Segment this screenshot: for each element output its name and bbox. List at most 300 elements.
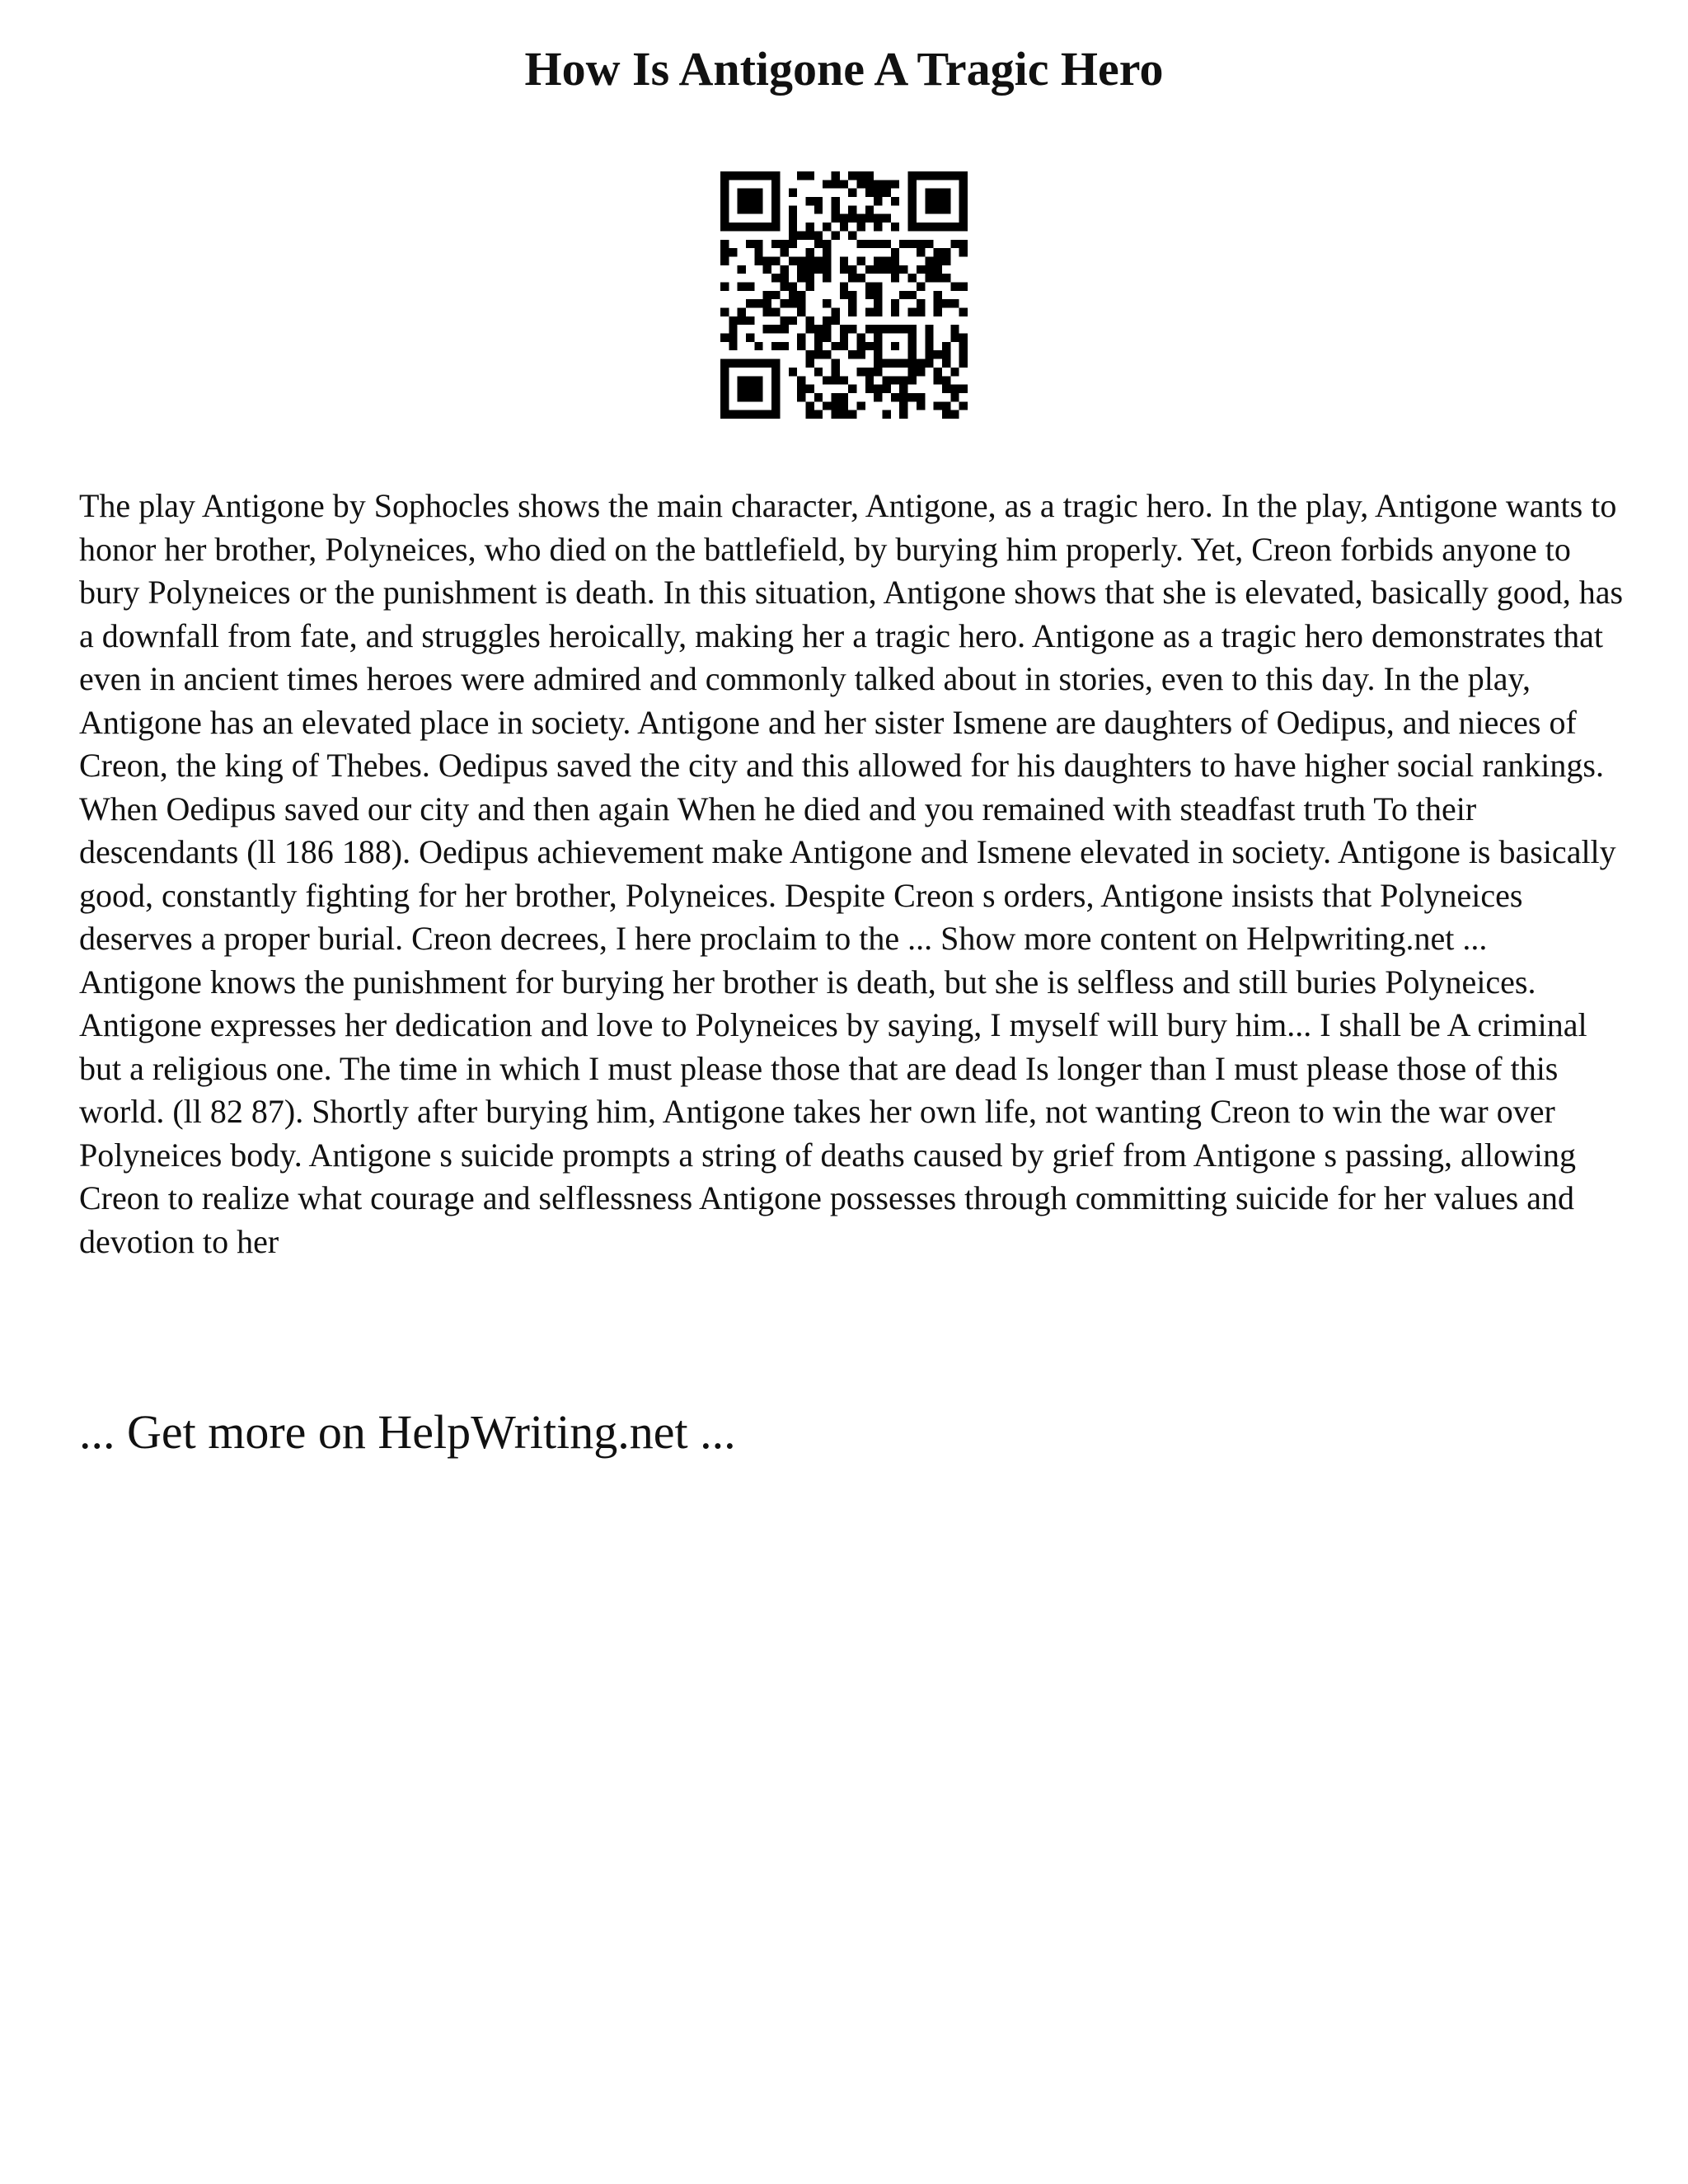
qr-module	[797, 171, 805, 180]
qr-module	[934, 291, 942, 299]
qr-module	[789, 214, 797, 223]
qr-module	[754, 223, 762, 231]
qr-module	[865, 214, 874, 223]
qr-module	[720, 359, 729, 368]
qr-module	[805, 350, 814, 359]
qr-module	[874, 350, 882, 359]
qr-module	[754, 197, 762, 205]
qr-module	[848, 291, 856, 299]
qr-module	[942, 401, 950, 410]
qr-module	[814, 265, 823, 274]
qr-module	[814, 256, 823, 265]
qr-module	[891, 325, 899, 333]
qr-module	[746, 189, 754, 197]
qr-module	[771, 240, 780, 248]
qr-module	[908, 334, 917, 342]
qr-module	[874, 197, 882, 205]
qr-module	[942, 248, 950, 256]
qr-module	[942, 189, 950, 197]
qr-module	[934, 223, 942, 231]
qr-module	[754, 342, 762, 350]
qr-module	[942, 274, 950, 282]
qr-module	[754, 410, 762, 419]
qr-module	[942, 197, 950, 205]
qr-module	[746, 376, 754, 384]
qr-module	[831, 214, 839, 223]
qr-module	[891, 265, 899, 274]
qr-module	[729, 316, 737, 325]
qr-module	[908, 171, 917, 180]
qr-module	[848, 171, 856, 180]
qr-module	[891, 274, 899, 282]
qr-module	[883, 189, 891, 197]
qr-module	[891, 256, 899, 265]
qr-module	[891, 180, 899, 188]
qr-module	[831, 401, 839, 410]
qr-module	[789, 189, 797, 197]
qr-module	[908, 393, 917, 401]
qr-module	[857, 240, 865, 248]
qr-module	[865, 291, 874, 299]
qr-module	[763, 299, 771, 307]
qr-module	[857, 368, 865, 376]
qr-module	[925, 240, 933, 248]
qr-module	[771, 189, 780, 197]
qr-module	[917, 223, 925, 231]
qr-module	[746, 240, 754, 248]
qr-module	[831, 393, 839, 401]
qr-module	[823, 256, 831, 265]
qr-module	[823, 316, 831, 325]
qr-module	[959, 308, 968, 316]
qr-module	[831, 308, 839, 316]
qr-module	[925, 334, 933, 342]
qr-module	[848, 350, 856, 359]
qr-module	[814, 231, 823, 239]
qr-module	[823, 299, 831, 307]
qr-module	[874, 393, 882, 401]
qr-module	[959, 189, 968, 197]
qr-module	[720, 189, 729, 197]
qr-module	[840, 265, 848, 274]
qr-module	[814, 205, 823, 213]
qr-module	[771, 291, 780, 299]
qr-module	[805, 282, 814, 290]
qr-module	[823, 376, 831, 384]
qr-module	[797, 308, 805, 316]
qr-module	[959, 240, 968, 248]
qr-module	[789, 256, 797, 265]
qr-module	[729, 171, 737, 180]
qr-module	[874, 325, 882, 333]
qr-module	[848, 308, 856, 316]
qr-module	[857, 256, 865, 265]
qr-module	[780, 316, 788, 325]
qr-module	[797, 376, 805, 384]
qr-module	[720, 401, 729, 410]
qr-module	[908, 223, 917, 231]
qr-module	[942, 205, 950, 213]
qr-module	[848, 214, 856, 223]
qr-module	[805, 274, 814, 282]
qr-module	[720, 410, 729, 419]
qr-module	[934, 205, 942, 213]
qr-module	[738, 189, 746, 197]
qr-module	[797, 291, 805, 299]
qr-module	[720, 282, 729, 290]
qr-module	[874, 240, 882, 248]
qr-module	[925, 350, 933, 359]
qr-module	[771, 214, 780, 223]
qr-module	[789, 316, 797, 325]
qr-module	[959, 205, 968, 213]
qr-module	[738, 410, 746, 419]
qr-module	[754, 376, 762, 384]
qr-module	[746, 299, 754, 307]
qr-module	[797, 274, 805, 282]
qr-module	[908, 189, 917, 197]
article-body	[79, 485, 1629, 1263]
qr-module	[738, 376, 746, 384]
qr-module	[883, 385, 891, 393]
qr-module	[950, 299, 959, 307]
qr-module	[771, 359, 780, 368]
qr-module	[942, 342, 950, 350]
qr-module	[848, 274, 856, 282]
qr-module	[805, 316, 814, 325]
qr-module	[908, 180, 917, 188]
qr-module	[738, 316, 746, 325]
qr-module	[848, 205, 856, 213]
qr-module	[789, 368, 797, 376]
qr-module	[771, 376, 780, 384]
qr-module	[738, 197, 746, 205]
qr-module	[865, 189, 874, 197]
qr-module	[763, 291, 771, 299]
qr-module	[746, 197, 754, 205]
qr-module	[857, 401, 865, 410]
qr-module	[823, 274, 831, 282]
qr-module	[857, 171, 865, 180]
qr-module	[771, 342, 780, 350]
qr-module	[883, 359, 891, 368]
qr-module	[729, 248, 737, 256]
qr-module	[942, 299, 950, 307]
qr-module	[738, 205, 746, 213]
qr-module	[865, 342, 874, 350]
qr-module	[874, 214, 882, 223]
qr-module	[720, 334, 729, 342]
qr-module	[729, 342, 737, 350]
qr-module	[917, 248, 925, 256]
qr-module	[950, 410, 959, 419]
qr-module	[959, 282, 968, 290]
qr-module	[908, 274, 917, 282]
qr-module	[823, 350, 831, 359]
qr-module	[942, 350, 950, 359]
qr-module	[840, 214, 848, 223]
qr-module	[925, 197, 933, 205]
qr-module	[950, 334, 959, 342]
qr-module	[720, 214, 729, 223]
qr-module	[874, 342, 882, 350]
qr-module	[840, 342, 848, 350]
qr-module	[805, 325, 814, 333]
qr-module	[814, 197, 823, 205]
qr-module	[763, 265, 771, 274]
qr-module	[805, 197, 814, 205]
qr-module	[874, 256, 882, 265]
qr-module	[823, 401, 831, 410]
qr-module	[814, 342, 823, 350]
qr-module	[823, 248, 831, 256]
qr-module	[959, 197, 968, 205]
qr-module	[771, 274, 780, 282]
qr-module	[738, 308, 746, 316]
qr-module	[814, 368, 823, 376]
qr-module	[805, 223, 814, 231]
qr-module	[823, 325, 831, 333]
qr-module	[857, 274, 865, 282]
qr-module	[754, 385, 762, 393]
qr-module	[746, 205, 754, 213]
qr-module	[891, 223, 899, 231]
qr-module	[805, 171, 814, 180]
qr-module	[865, 265, 874, 274]
qr-module	[754, 299, 762, 307]
qr-module	[917, 171, 925, 180]
qr-module	[771, 205, 780, 213]
qr-module	[797, 265, 805, 274]
qr-module	[874, 334, 882, 342]
qr-module	[763, 359, 771, 368]
qr-module	[771, 308, 780, 316]
qr-module	[848, 265, 856, 274]
qr-module	[865, 180, 874, 188]
qr-module	[848, 325, 856, 333]
qr-module	[771, 256, 780, 265]
qr-module	[891, 359, 899, 368]
qr-module	[789, 205, 797, 213]
qr-module	[797, 334, 805, 342]
qr-module	[899, 291, 907, 299]
qr-module	[934, 308, 942, 316]
qr-module	[874, 385, 882, 393]
qr-module	[917, 359, 925, 368]
qr-module	[771, 171, 780, 180]
qr-module	[805, 265, 814, 274]
qr-module	[840, 410, 848, 419]
qr-module	[899, 410, 907, 419]
qr-code-icon[interactable]	[720, 171, 968, 419]
qr-module	[754, 240, 762, 248]
qr-module	[848, 385, 856, 393]
qr-module	[771, 410, 780, 419]
qr-module	[831, 180, 839, 188]
qr-module	[840, 334, 848, 342]
qr-module	[934, 189, 942, 197]
qr-module	[917, 265, 925, 274]
qr-module	[917, 368, 925, 376]
qr-module	[908, 240, 917, 248]
qr-module	[899, 265, 907, 274]
qr-module	[738, 359, 746, 368]
qr-module	[771, 325, 780, 333]
qr-module	[865, 205, 874, 213]
qr-module	[805, 256, 814, 265]
qr-module	[771, 197, 780, 205]
qr-module	[891, 342, 899, 350]
qr-module	[797, 385, 805, 393]
qr-module	[917, 240, 925, 248]
qr-module	[865, 240, 874, 248]
qr-module	[925, 342, 933, 350]
qr-module	[848, 299, 856, 307]
qr-module	[857, 342, 865, 350]
qr-module	[814, 240, 823, 248]
qr-module	[925, 171, 933, 180]
qr-module	[874, 291, 882, 299]
qr-module	[814, 393, 823, 401]
qr-module	[720, 376, 729, 384]
qr-module	[729, 334, 737, 342]
qr-module	[917, 401, 925, 410]
qr-module	[942, 359, 950, 368]
qr-module	[917, 299, 925, 307]
qr-module	[934, 197, 942, 205]
qr-module	[720, 223, 729, 231]
qr-module	[950, 393, 959, 401]
qr-module	[899, 240, 907, 248]
qr-module	[823, 180, 831, 188]
qr-module	[908, 376, 917, 384]
qr-module	[780, 274, 788, 282]
qr-module	[831, 342, 839, 350]
qr-module	[959, 214, 968, 223]
qr-module	[908, 350, 917, 359]
qr-module	[720, 205, 729, 213]
qr-module	[950, 240, 959, 248]
qr-module	[865, 308, 874, 316]
qr-module	[805, 410, 814, 419]
qr-module	[899, 376, 907, 384]
qr-module	[823, 334, 831, 342]
qr-module	[840, 291, 848, 299]
qr-module	[729, 325, 737, 333]
qr-module	[883, 376, 891, 384]
qr-module	[831, 359, 839, 368]
qr-module	[874, 299, 882, 307]
qr-module	[857, 334, 865, 342]
qr-module	[908, 325, 917, 333]
qr-module	[942, 256, 950, 265]
qr-module	[754, 393, 762, 401]
qr-module	[789, 231, 797, 239]
qr-module	[780, 240, 788, 248]
qr-module	[780, 265, 788, 274]
qr-module	[874, 189, 882, 197]
qr-module	[925, 205, 933, 213]
qr-module	[789, 299, 797, 307]
qr-module	[763, 223, 771, 231]
qr-module	[780, 325, 788, 333]
qr-module	[917, 282, 925, 290]
qr-module	[771, 180, 780, 188]
qr-module	[934, 368, 942, 376]
qr-module	[754, 171, 762, 180]
qr-module	[883, 240, 891, 248]
qr-module	[942, 376, 950, 384]
qr-module	[908, 308, 917, 316]
qr-module	[934, 171, 942, 180]
qr-module	[908, 359, 917, 368]
qr-module	[934, 274, 942, 282]
qr-module	[720, 308, 729, 316]
qr-module	[840, 376, 848, 384]
qr-module	[814, 334, 823, 342]
qr-module	[789, 223, 797, 231]
qr-module	[840, 256, 848, 265]
qr-module	[814, 350, 823, 359]
qr-module	[720, 180, 729, 188]
article-paragraph-2: Antigone knows the punishment for burying her brother is death, but she is selfless and still buries Polyneices. Antigone expresses her dedication and love to Polyneices by saying, I myself will bury him... I shall be A criminal but a religious one. The time in which I must please those that are dead Is longer than I must please those of this world. (ll 82 87). Shortly after burying him, Antigone takes her own life, not wanting Creon to win the war over Polyneices body. Antigone s suicide prompts a string of deaths caused by grief from Antigone s passing, allowing Creon to realize what courage and selflessness Antigone possesses through committing suicide for her values and devotion to her	[79, 963, 1587, 1260]
qr-module	[950, 385, 959, 393]
qr-module	[874, 308, 882, 316]
qr-module	[780, 282, 788, 290]
qr-module	[720, 171, 729, 180]
qr-module	[934, 248, 942, 256]
qr-module	[729, 223, 737, 231]
get-more-link[interactable]: ... Get more on HelpWriting.net ...	[79, 1405, 736, 1459]
qr-module	[899, 401, 907, 410]
qr-module	[959, 180, 968, 188]
qr-module	[771, 368, 780, 376]
qr-module	[857, 180, 865, 188]
qr-module	[959, 248, 968, 256]
qr-module	[738, 265, 746, 274]
article-paragraph-1: The play Antigone by Sophocles shows the main character, Antigone, as a tragic hero. In the play, Antigone wants to honor her brother, Polyneices, who died on the battlefield, by burying him properly. Yet, Creon forbids anyone to bury Polyneices or the punishment is death. In this situation, Antigone shows that she is elevated, basically good, has a downfall from fate, and struggles heroically, making her a tragic hero. Antigone as a tragic hero demonstrates that even in ancient times heroes were admired and commonly talked about in stories, even to this day. In the play, Antigone has an elevated place in society. Antigone and her sister Ismene are daughters of Oedipus, and nieces of Creon, the king of Thebes. Oedipus saved the city and this allowed for his daughters to have higher social rankings. When Oedipus saved our city and then again When he died and you remained with steadfast truth To their descendants (ll 186 188). Oedipus achievement make Antigone and Ismene elevated in society. Antigone is basically good, constantly fighting for her brother, Polyneices. Despite Creon s orders, Antigone insists that Polyneices deserves a proper burial. Creon decrees, I here proclaim to the ... Show more content on Helpwriting.net ...	[79, 487, 1624, 957]
qr-module	[771, 223, 780, 231]
qr-module	[746, 282, 754, 290]
qr-module	[780, 299, 788, 307]
qr-module	[934, 401, 942, 410]
qr-module	[754, 248, 762, 256]
qr-module	[771, 393, 780, 401]
qr-module	[883, 180, 891, 188]
qr-module	[857, 350, 865, 359]
qr-module	[814, 410, 823, 419]
qr-module	[797, 342, 805, 350]
qr-module	[754, 256, 762, 265]
qr-module	[874, 223, 882, 231]
qr-module	[883, 256, 891, 265]
qr-module	[891, 248, 899, 256]
qr-module	[942, 410, 950, 419]
qr-module	[934, 350, 942, 359]
qr-module	[738, 385, 746, 393]
qr-module	[797, 256, 805, 265]
qr-module	[797, 231, 805, 239]
qr-module	[746, 316, 754, 325]
qr-module	[925, 359, 933, 368]
qr-module	[840, 223, 848, 231]
qr-module	[848, 231, 856, 239]
qr-module	[917, 308, 925, 316]
qr-module	[883, 214, 891, 223]
qr-module	[738, 171, 746, 180]
qr-module	[959, 401, 968, 410]
qr-module	[950, 171, 959, 180]
